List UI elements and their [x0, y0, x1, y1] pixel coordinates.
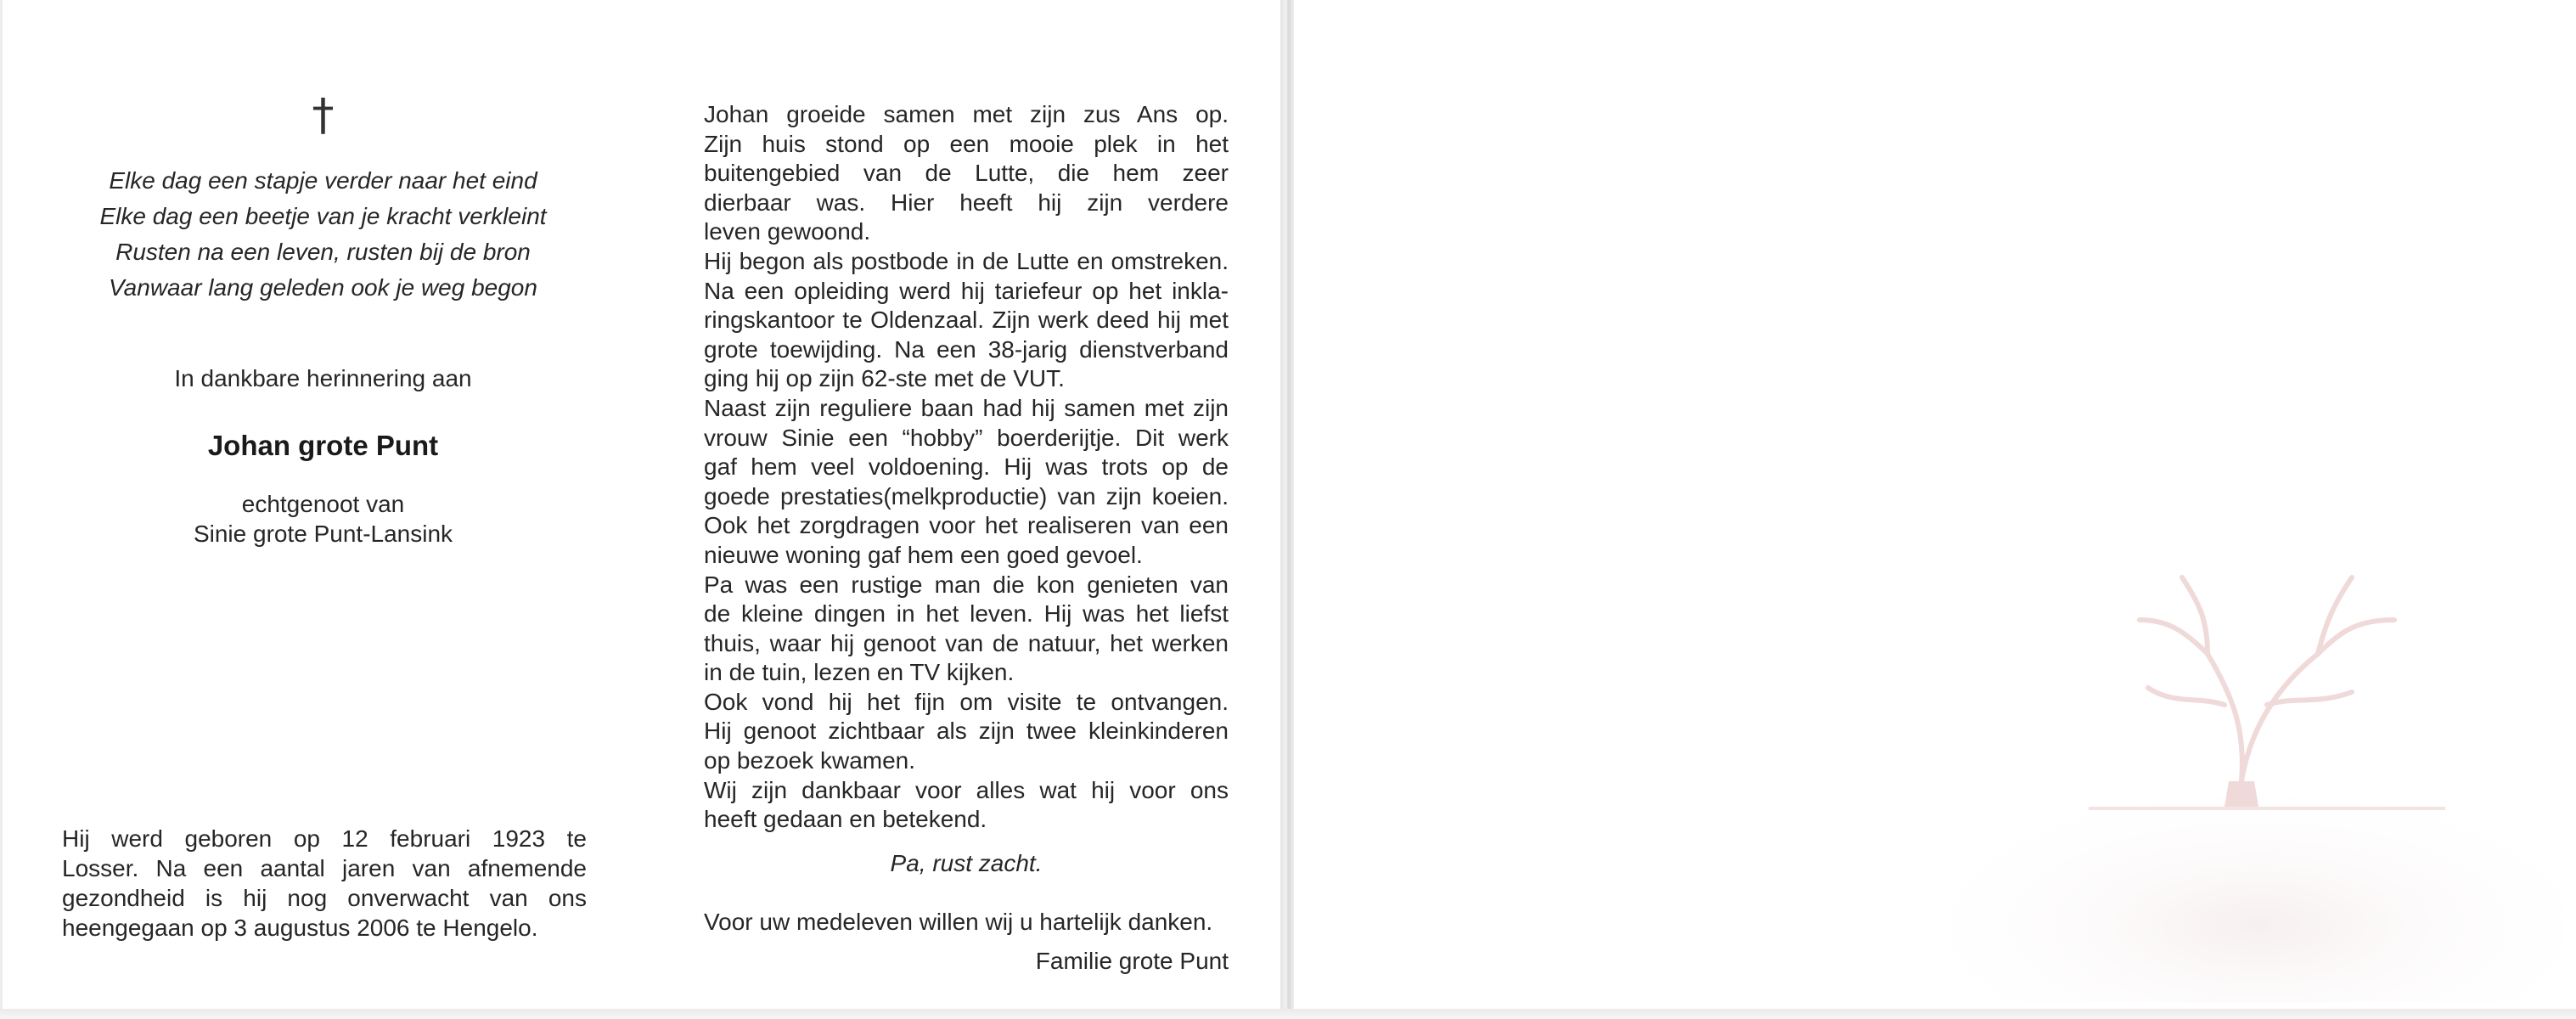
- story-line: vrouw Sinie een “hobby” boerderijtje. Dit werk: [704, 424, 1229, 451]
- poem-line: Rusten na een leven, rusten bij de bron: [115, 239, 531, 265]
- story-line: Ook vond hij het fijn om visite te ontvangen.: [704, 688, 1229, 715]
- story-line: op bezoek kwamen.: [704, 747, 916, 774]
- tree-watermark-icon: [1953, 526, 2564, 1002]
- story-line: Na een opleiding werd hij tariefeur op het inkla-: [704, 277, 1229, 304]
- story-line: buitengebied van de Lutte, die hem zeer: [704, 160, 1229, 187]
- story-line: ringskantoor te Oldenzaal. Zijn werk deed hij met: [704, 307, 1229, 334]
- life-story: [704, 100, 1229, 835]
- poem-line: Vanwaar lang geleden ook je weg begon: [109, 274, 537, 301]
- card-bottom-edge: [0, 1009, 2576, 1019]
- story-line: Hij begon als postbode in de Lutte en omstreken.: [704, 247, 1229, 274]
- story-line: Ook het zorgdragen voor het realiseren van een: [704, 512, 1229, 539]
- story-line: nieuwe woning gaf hem een goed gevoel.: [704, 541, 1143, 568]
- story-line: thuis, waar hij genoot van de natuur, het werken: [704, 629, 1229, 656]
- family-signature: Familie grote Punt: [1035, 948, 1229, 974]
- cross-icon: †: [312, 90, 335, 141]
- story-line: Pa was een rustige man die kon genieten van: [704, 571, 1229, 598]
- thanks-line: Voor uw medeleven willen wij u hartelijk danken.: [704, 909, 1213, 935]
- poem-line: Elke dag een beetje van je kracht verkleint: [99, 203, 547, 229]
- story-line: Zijn huis stond op een mooie plek in het: [704, 130, 1229, 157]
- deceased-name: Johan grote Punt: [207, 430, 439, 461]
- story-line: dierbaar was. Hier heeft hij zijn verdere: [704, 189, 1229, 216]
- card-fold: [1280, 0, 1294, 1019]
- spouse-info: [3, 489, 644, 549]
- story-line: Johan groeide samen met zijn zus Ans op.: [704, 101, 1229, 127]
- story-line: in de tuin, lezen en TV kijken.: [704, 659, 1015, 686]
- story-line: heeft gedaan en betekend.: [704, 806, 987, 833]
- birth-line: gezondheid is hij nog onverwacht van ons: [62, 885, 587, 911]
- birth-line: heengegaan op 3 augustus 2006 te Hengelo.: [62, 915, 538, 941]
- story-line: leven gewoond.: [704, 218, 871, 245]
- story-line: ging hij op zijn 62-ste met de VUT.: [704, 365, 1065, 392]
- birth-line: Losser. Na een aantal jaren van afnemende: [62, 855, 587, 881]
- story-line: gaf hem veel voldoening. Hij was trots op de: [704, 453, 1229, 481]
- inner-spread-page: [0, 0, 1280, 1009]
- remembrance-intro: In dankbare herinnering aan: [174, 365, 472, 391]
- closing-line: Pa, rust zacht.: [890, 850, 1043, 876]
- spouse-relation: echtgenoot van: [241, 491, 405, 517]
- story-line: Naast zijn reguliere baan had hij samen met zijn: [704, 394, 1229, 421]
- spouse-name: Sinie grote Punt-Lansink: [193, 521, 453, 547]
- story-line: Wij zijn dankbaar voor alles wat hij voor ons: [704, 776, 1229, 803]
- story-line: Hij genoot zichtbaar als zijn twee kleinkinderen: [704, 718, 1229, 745]
- story-line: de kleine dingen in het leven. Hij was het liefst: [704, 600, 1229, 628]
- poem: [3, 163, 644, 306]
- birth-line: Hij werd geboren op 12 februari 1923 te: [62, 825, 587, 852]
- story-line: grote toewijding. Na een 38-jarig dienstverband: [704, 335, 1229, 363]
- birth-death-paragraph: [62, 824, 587, 943]
- story-line: goede prestaties(melkproductie) van zijn koeien.: [704, 482, 1229, 510]
- poem-line: Elke dag een stapje verder naar het eind: [109, 167, 537, 194]
